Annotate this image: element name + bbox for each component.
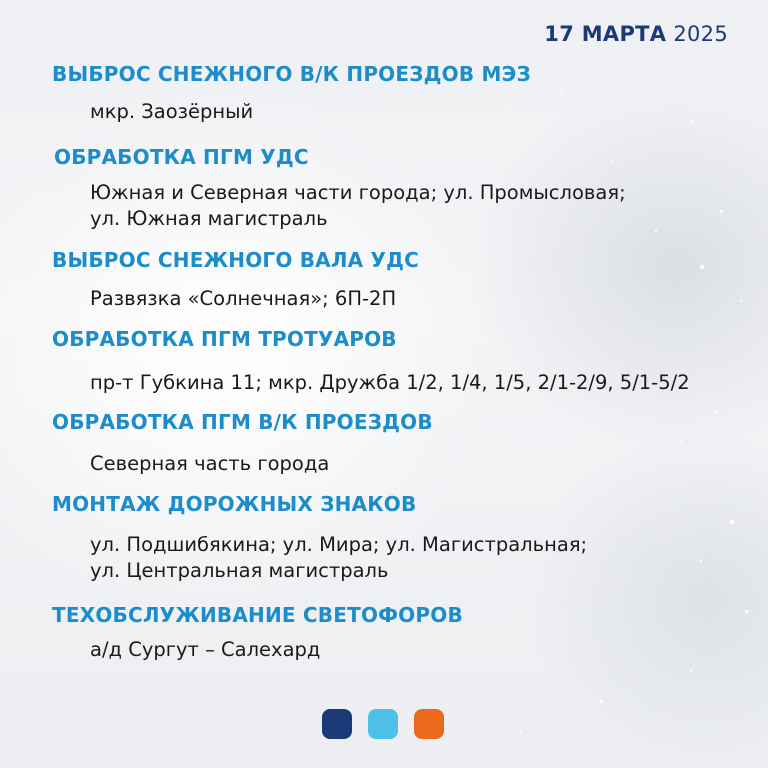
date-year: 2025 (673, 22, 728, 46)
section-title: МОНТАЖ ДОРОЖНЫХ ЗНАКОВ (52, 492, 417, 516)
section-title: ТЕХОБСЛУЖИВАНИЕ СВЕТОФОРОВ (52, 603, 463, 627)
snow-speck (520, 730, 522, 732)
snow-speck (745, 610, 748, 613)
snow-speck (730, 520, 734, 524)
snow-speck (600, 700, 603, 703)
date-header (544, 22, 728, 46)
section-text: Северная часть города (90, 452, 330, 475)
section-text: ул. Подшибякина; ул. Мира; ул. Магистральная; ул. Центральная магистраль (90, 533, 588, 582)
snow-speck (680, 440, 682, 442)
snow-speck (700, 265, 704, 269)
section-text: пр-т Губкина 11; мкр. Дружба 1/2, 1/4, 1/5, 2/1-2/9, 5/1-5/2 (90, 371, 690, 394)
section-text: Южная и Северная части города; ул. Промысловая; ул. Южная магистраль (90, 181, 626, 230)
brand-dots (322, 709, 444, 739)
orange-dot (414, 709, 444, 739)
light-blue-dot (368, 709, 398, 739)
section-title: ВЫБРОС СНЕЖНОГО В/К ПРОЕЗДОВ МЭЗ (52, 62, 531, 86)
section-title: ОБРАБОТКА ПГМ УДС (54, 145, 309, 169)
section-text: а/д Сургут – Салехард (90, 638, 321, 661)
dark-blue-dot (322, 709, 352, 739)
section-title: ВЫБРОС СНЕЖНОГО ВАЛА УДС (52, 248, 420, 272)
section-title: ОБРАБОТКА ПГМ ТРОТУАРОВ (52, 327, 397, 351)
snow-speck (690, 670, 692, 672)
snow-speck (560, 90, 562, 92)
section-text: Развязка «Солнечная»; 6П-2П (90, 287, 397, 310)
date-day-month: 17 МАРТА (544, 22, 667, 46)
snow-speck (610, 160, 612, 162)
section-title: ОБРАБОТКА ПГМ В/К ПРОЕЗДОВ (52, 410, 433, 434)
section-text: мкр. Заозёрный (90, 100, 254, 123)
snow-speck (715, 410, 718, 413)
